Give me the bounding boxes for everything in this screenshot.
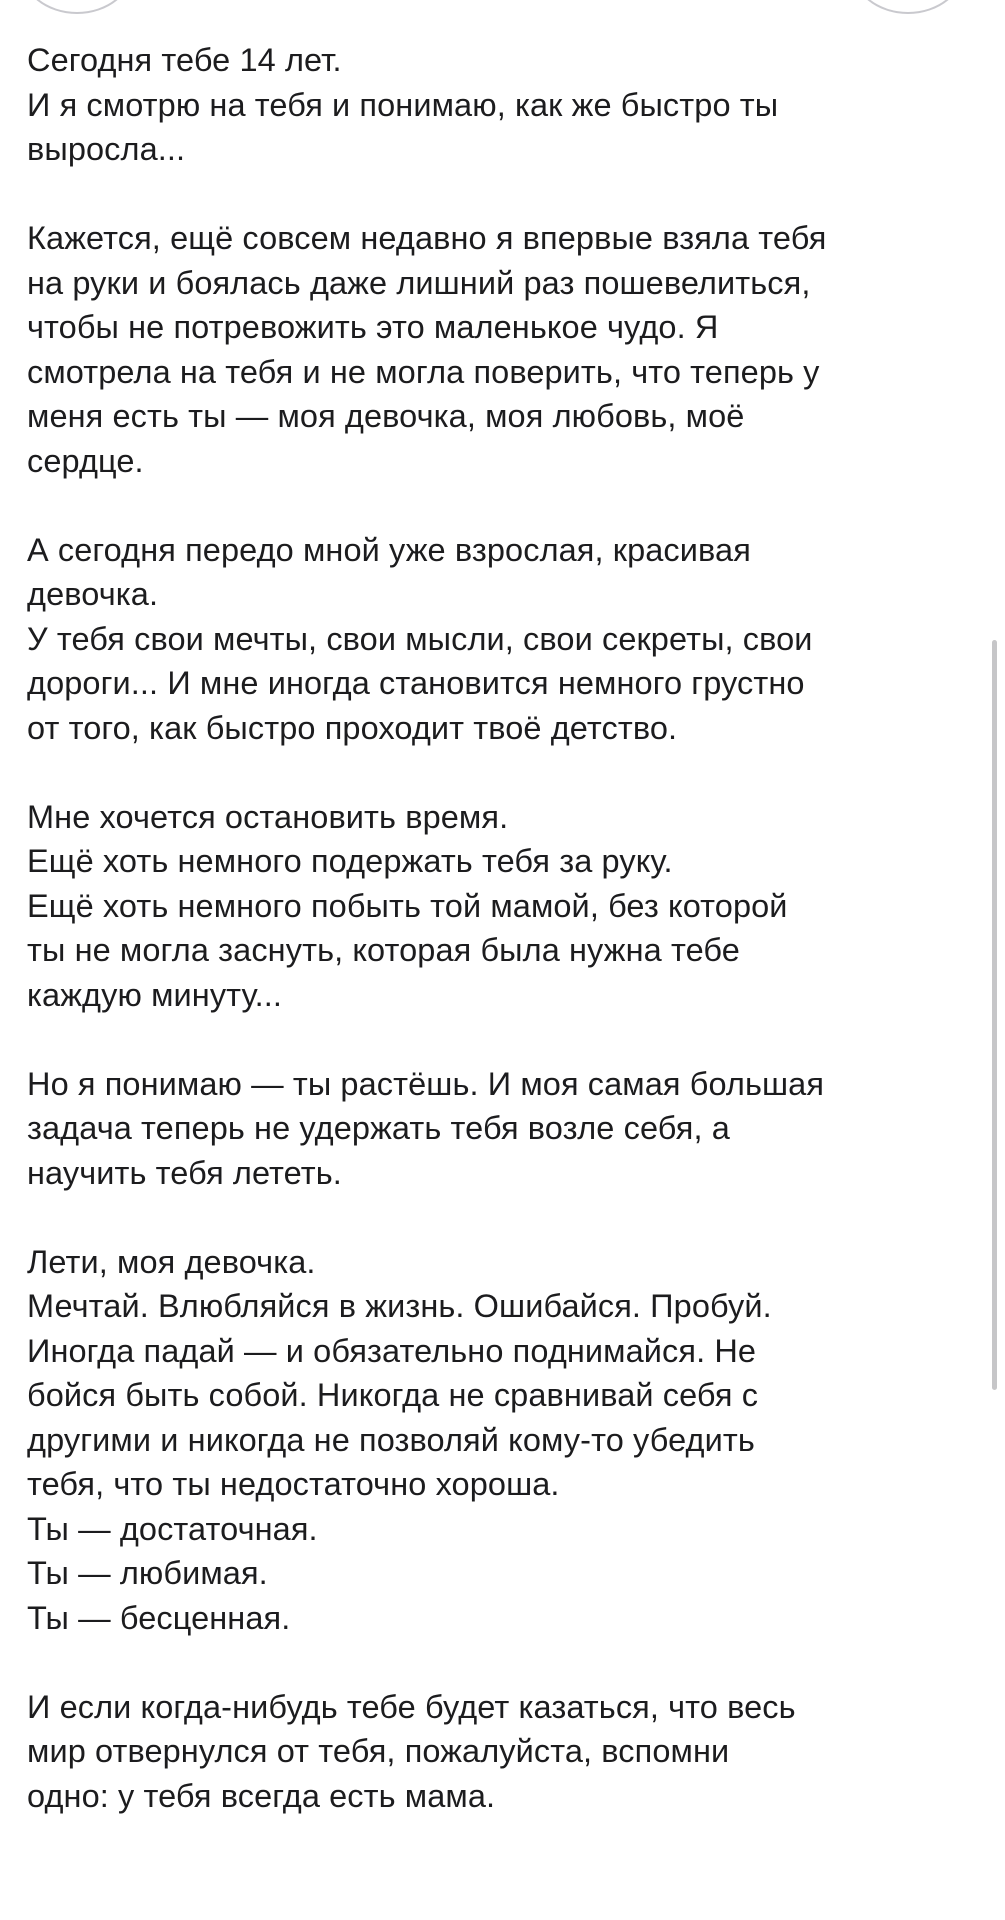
note-text-line: А сегодня передо мной уже взрослая, красивая (27, 531, 751, 568)
note-text-line: Иногда падай — и обязательно поднимайся. Не (27, 1332, 757, 1369)
note-text-line: меня есть ты — моя девочка, моя любовь, моё (27, 398, 745, 434)
note-text-line: У тебя свои мечты, свои мысли, свои секреты, свои (27, 620, 813, 657)
note-text-line: одно: у тебя всегда есть мама. (27, 1777, 496, 1814)
note-text-line: Ещё хоть немного подержать тебя за руку. (27, 843, 673, 879)
note-text-line: чтобы не потревожить это маленькое чудо. Я (27, 309, 719, 345)
note-text-line: дороги... И мне иногда становится немного грустно (27, 665, 805, 701)
note-text-line: тебя, что ты недостаточно хороша. (27, 1466, 560, 1502)
note-text-line: Ты — достаточная. (27, 1510, 318, 1547)
note-text-line: сердце. (27, 442, 144, 479)
note-text-body[interactable] (27, 38, 982, 1818)
note-text-line: Мне хочется остановить время. (27, 798, 509, 835)
note-text-line: Мечтай. Влюбляйся в жизнь. Ошибайся. Пробуй. (27, 1288, 772, 1324)
note-text-line: выросла... (27, 131, 186, 167)
note-paragraph (27, 38, 982, 172)
note-text-line: Кажется, ещё совсем недавно я впервые взяла тебя (27, 220, 827, 256)
note-paragraph (27, 795, 982, 1018)
note-text-line: И я смотрю на тебя и понимаю, как же быстро ты (27, 86, 779, 123)
vertical-scrollbar[interactable] (992, 640, 997, 1390)
note-text-line: другими и никогда не позволяй кому-то убедить (27, 1421, 755, 1458)
note-paragraph (27, 216, 982, 483)
note-paragraph (27, 1240, 982, 1641)
top-right-round-button[interactable] (851, 0, 965, 14)
note-text-line: Ты — любимая. (27, 1555, 268, 1591)
note-paragraph (27, 1685, 982, 1819)
note-text-line: ты не могла заснуть, которая была нужна тебе (27, 932, 740, 968)
note-text-line: И если когда-нибудь тебе будет казаться, что весь (27, 1688, 796, 1725)
note-text-line: бойся быть собой. Никогда не сравнивай себя с (27, 1377, 759, 1413)
note-text-line: каждую минуту... (27, 976, 282, 1013)
note-text-line: Ты — бесценная. (27, 1599, 291, 1636)
note-text-line: задача теперь не удержать тебя возле себя, а (27, 1110, 730, 1146)
note-text-line: от того, как быстро проходит твоё детство. (27, 709, 678, 746)
note-text-line: Лети, моя девочка. (27, 1243, 316, 1280)
note-paragraph (27, 1062, 982, 1196)
note-text-line: девочка. (27, 576, 159, 612)
note-text-line: смотрела на тебя и не могла поверить, что теперь у (27, 353, 820, 390)
note-text-line: Но я понимаю — ты растёшь. И моя самая большая (27, 1065, 825, 1102)
note-text-line: научить тебя лететь. (27, 1154, 342, 1191)
top-left-round-button[interactable] (20, 0, 134, 14)
note-text-line: Сегодня тебе 14 лет. (27, 42, 342, 78)
note-text-line: мир отвернулся от тебя, пожалуйста, вспомни (27, 1733, 730, 1769)
note-text-line: Ещё хоть немного побыть той мамой, без которой (27, 887, 788, 924)
note-text-line: на руки и боялась даже лишний раз пошевелиться, (27, 264, 811, 301)
note-paragraph (27, 528, 982, 751)
